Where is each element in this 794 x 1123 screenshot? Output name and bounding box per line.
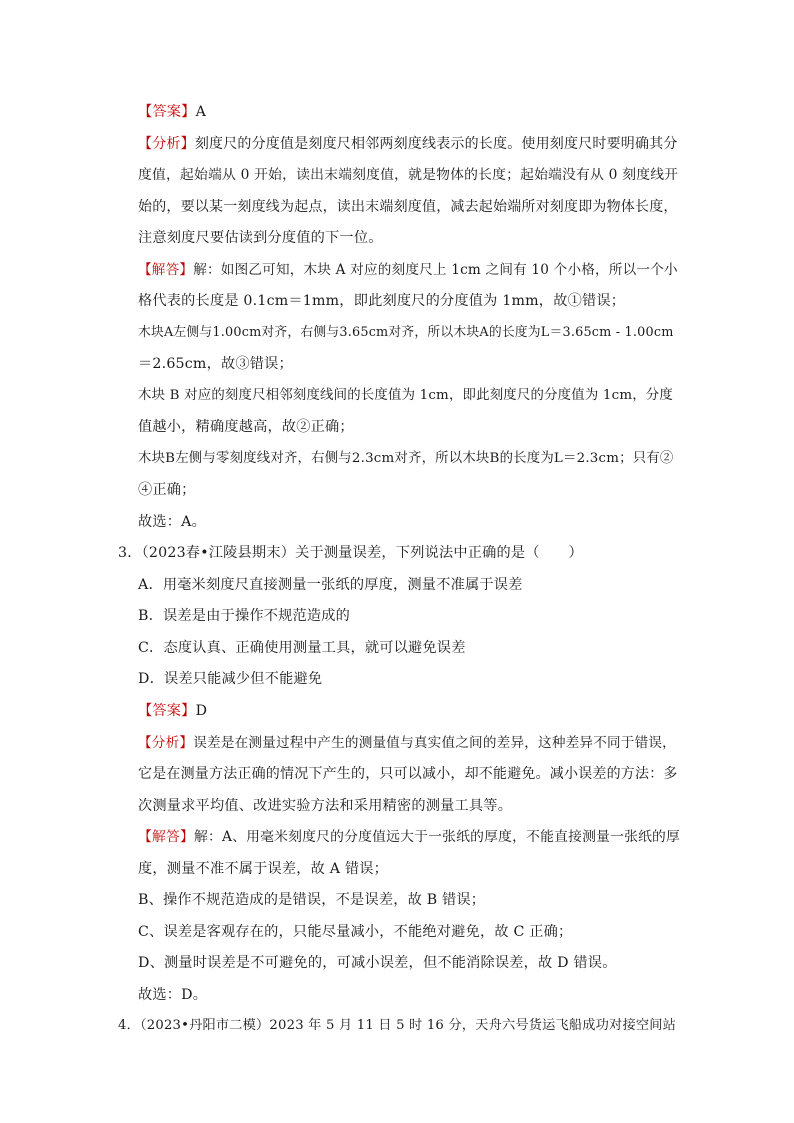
solution-text: 解：如图乙可知，木块 A 对应的刻度尺上 1cm 之间有 10 个小格，所以一个小 xyxy=(193,262,678,278)
q3-solution-line-4: C、误差是客观存在的，只能尽量减小，不能绝对避免，故 C 正确； xyxy=(138,924,573,940)
q3-solution-line-6: 故选：D。 xyxy=(138,987,208,1003)
q2-solution-line-2: 格代表的长度是 0.1cm＝1mm，即此刻度尺的分度值为 1mm，故①错误； xyxy=(138,293,626,309)
analysis-text: 刻度尺的分度值是刻度尺相邻两刻度线表示的长度。使用刻度尺时要明确其分 xyxy=(194,136,678,152)
q3-analysis-line-2: 它是在测量方法正确的情况下产生的，只可以减小，却不能避免。减小误差的方法：多 xyxy=(138,766,678,782)
q4-stem: 4．（2023•丹阳市二模）2023 年 5 月 11 日 5 时 16 分，天舟六号货运飞船成功对接空间站 xyxy=(118,1018,676,1033)
q3-option-d: D．误差只能减少但不能避免 xyxy=(138,671,323,687)
q3-solution-line-3: B、操作不规范造成的是错误，不是误差，故 B 错误； xyxy=(138,892,486,908)
answer-value: A xyxy=(195,104,207,120)
q3-option-c: C．态度认真、正确使用测量工具，就可以避免误差 xyxy=(138,640,466,656)
q2-solution-line-9: 故选：A。 xyxy=(138,514,206,530)
q3-solution-line-1 xyxy=(138,827,680,847)
q3-stem: 3．（2023春•江陵县期末）关于测量误差，下列说法中正确的是（ ） xyxy=(118,545,583,561)
q3-analysis-line-3: 次测量求平均值、改进实验方法和采用精密的测量工具等。 xyxy=(138,798,513,814)
q3-option-a: A．用毫米刻度尺直接测量一张纸的厚度，测量不准属于误差 xyxy=(138,577,523,593)
q3-solution-line-5: D、测量时误差是不可避免的，可减小误差，但不能消除误差，故 D 错误。 xyxy=(138,955,617,971)
analysis-text: 误差是在测量过程中产生的测量值与真实值之间的差异，这种差异不同于错误， xyxy=(193,735,676,751)
q2-analysis-line-4: 注意刻度尺要估读到分度值的下一位。 xyxy=(138,230,383,246)
q3-solution-line-2: 度，测量不准不属于误差，故 A 错误； xyxy=(138,861,389,877)
q2-solution-line-1 xyxy=(138,260,678,280)
q2-solution-line-8: ④正确； xyxy=(138,482,196,498)
q3-option-b: B．误差是由于操作不规范造成的 xyxy=(138,608,351,624)
answer-label: 【答案】 xyxy=(138,703,196,719)
solution-label: 【解答】 xyxy=(138,262,194,278)
q3-answer xyxy=(138,701,207,721)
q2-analysis-line-1 xyxy=(138,134,678,154)
q2-analysis-line-3: 始的，要以某一刻度线为起点，读出末端刻度值，减去起始端所对刻度即为物体长度， xyxy=(138,199,678,215)
q2-analysis-line-2: 度值，起始端从 0 开始，读出末端刻度值，就是物体的长度；起始端没有从 0 刻度线开 xyxy=(138,167,679,183)
q2-solution-line-4: ＝2.65cm，故③错误； xyxy=(138,356,293,372)
analysis-label: 【分析】 xyxy=(138,735,194,751)
q2-solution-line-7: 木块B左侧与零刻度线对齐，右侧与2.3cm对齐，所以木块B的长度为L＝2.3cm；只有② xyxy=(138,451,674,466)
q3-analysis-line-1 xyxy=(138,733,676,753)
q2-answer xyxy=(138,102,206,122)
answer-label: 【答案】 xyxy=(138,104,196,120)
q2-solution-line-6: 值越小，精确度越高，故②正确； xyxy=(138,419,354,435)
analysis-label: 【分析】 xyxy=(138,136,195,152)
q2-solution-line-5: 木块 B 对应的刻度尺相邻刻度线间的长度值为 1cm，即此刻度尺的分度值为 1cm，分度 xyxy=(138,388,673,403)
q2-solution-line-3: 木块A左侧与1.00cm对齐，右侧与3.65cm对齐，所以木块A的长度为L＝3.65cm - 1.00cm xyxy=(138,325,674,340)
solution-label: 【解答】 xyxy=(138,829,194,845)
answer-value: D xyxy=(195,703,208,719)
solution-text: 解：A、用毫米刻度尺的分度值远大于一张纸的厚度，不能直接测量一张纸的厚 xyxy=(194,829,681,845)
